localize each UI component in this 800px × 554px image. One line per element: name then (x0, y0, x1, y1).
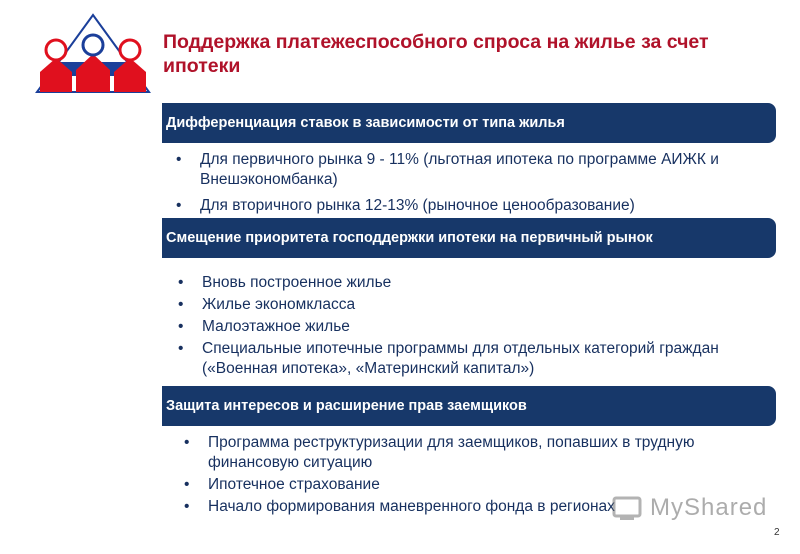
watermark-icon (612, 494, 646, 524)
list-item: • Ипотечное страхование (184, 475, 724, 495)
list-item: • Для вторичного рынка 12-13% (рыночное ценообразование) (176, 196, 756, 216)
list-item: • Вновь построенное жилье (178, 273, 758, 293)
logo-icon (34, 12, 152, 94)
list-item: • Жилье экономкласса (178, 295, 758, 315)
page-number: 2 (774, 527, 780, 538)
list-item: • Специальные ипотечные программы для отдельных категорий граждан («Военная ипотека», «Материнский капитал») (178, 339, 758, 379)
section-header-borrowers: Защита интересов и расширение прав заемщиков (162, 386, 776, 426)
page-title: Поддержка платежеспособного спроса на жилье за счет ипотеки (163, 31, 709, 77)
list-item: • Малоэтажное жилье (178, 317, 758, 337)
section-header-rates: Дифференциация ставок в зависимости от типа жилья (162, 103, 776, 143)
bullet-list-rates (176, 150, 756, 216)
section-header-priority: Смещение приоритета господдержки ипотеки на первичный рынок (162, 218, 776, 258)
list-item: • Для первичного рынка 9 - 11% (льготная ипотека по программе АИЖК и Внешэкономбанка) (176, 150, 756, 190)
list-item: • Программа реструктуризации для заемщиков, попавших в трудную финансовую ситуацию (184, 433, 724, 473)
bullet-list-priority (178, 273, 758, 379)
watermark-text: MyShared (650, 494, 768, 521)
list-item: • Начало формирования маневренного фонда в регионах (184, 497, 724, 517)
